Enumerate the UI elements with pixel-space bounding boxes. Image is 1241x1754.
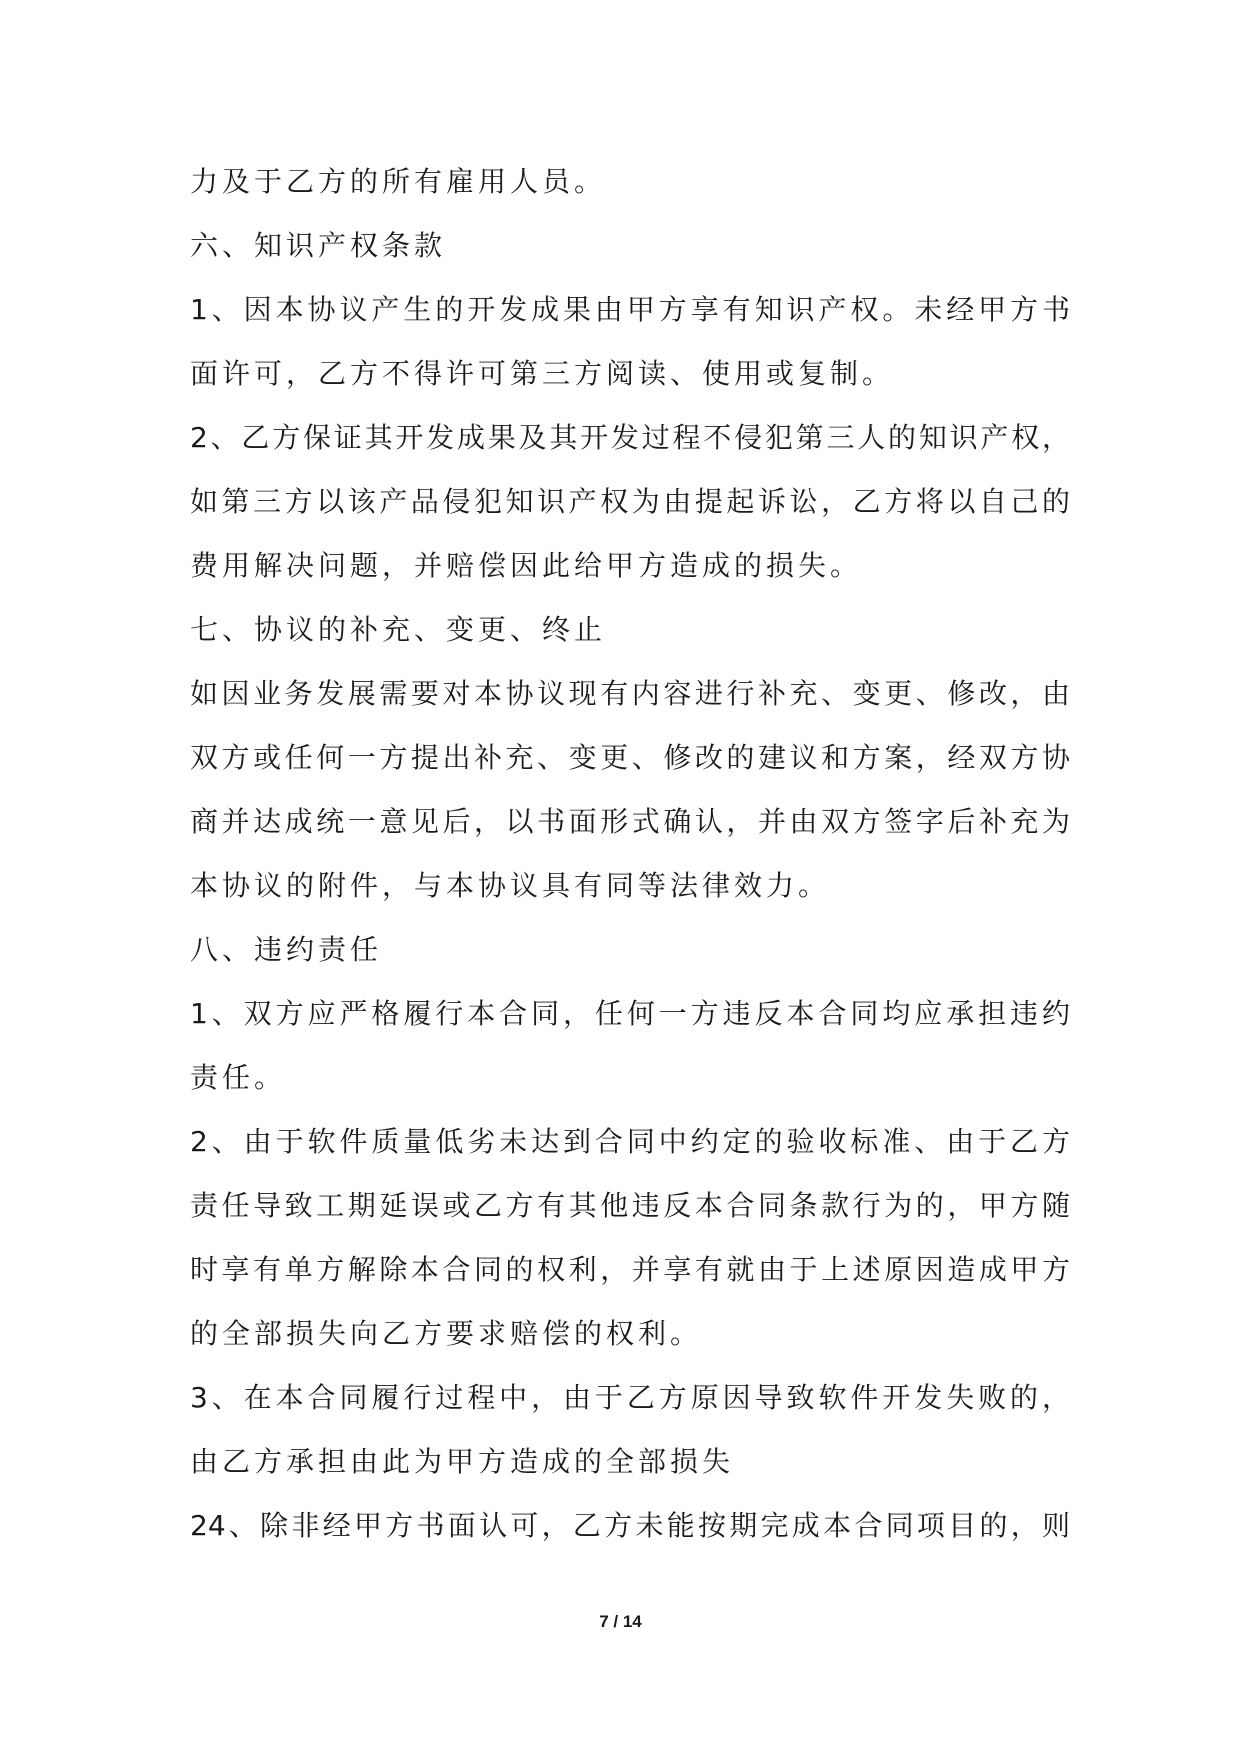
text-line: 商并达成统一意见后，以书面形式确认，并由双方签字后补充为 [190, 805, 1070, 838]
text-line: 责任。 [190, 1061, 287, 1094]
text-line: 1、双方应严格履行本合同，任何一方违反本合同均应承担违约 [190, 997, 1070, 1030]
text-line: 面许可，乙方不得许可第三方阅读、使用或复制。 [190, 357, 895, 390]
section-heading: 六、知识产权条款 [190, 229, 447, 262]
document-body [190, 150, 1070, 1558]
text-line: 24、除非经甲方书面认可，乙方未能按期完成本合同项目的，则 [190, 1509, 1070, 1542]
text-line: 2、乙方保证其开发成果及其开发过程不侵犯第三人的知识产权， [190, 421, 1070, 454]
text-line: 的全部损失向乙方要求赔偿的权利。 [190, 1317, 703, 1350]
page-number: 7 / 14 [599, 1612, 642, 1631]
text-line: 2、由于软件质量低劣未达到合同中约定的验收标准、由于乙方 [190, 1125, 1070, 1158]
text-line: 本协议的附件，与本协议具有同等法律效力。 [190, 869, 831, 902]
text-line: 3、在本合同履行过程中，由于乙方原因导致软件开发失败的， [190, 1381, 1070, 1414]
text-line: 责任导致工期延误或乙方有其他违反本合同条款行为的，甲方随 [190, 1189, 1070, 1222]
section-heading: 七、协议的补充、变更、终止 [190, 613, 607, 646]
section-heading: 八、违约责任 [190, 933, 383, 966]
text-line: 如因业务发展需要对本协议现有内容进行补充、变更、修改，由 [190, 677, 1070, 710]
text-line: 力及于乙方的所有雇用人员。 [190, 165, 607, 198]
text-line: 时享有单方解除本合同的权利，并享有就由于上述原因造成甲方 [190, 1253, 1070, 1286]
text-line: 费用解决问题，并赔偿因此给甲方造成的损失。 [190, 549, 863, 582]
text-line: 双方或任何一方提出补充、变更、修改的建议和方案，经双方协 [190, 741, 1070, 774]
text-line: 1、因本协议产生的开发成果由甲方享有知识产权。未经甲方书 [190, 293, 1070, 326]
text-line: 由乙方承担由此为甲方造成的全部损失 [190, 1445, 735, 1478]
text-line: 如第三方以该产品侵犯知识产权为由提起诉讼，乙方将以自己的 [190, 485, 1070, 518]
